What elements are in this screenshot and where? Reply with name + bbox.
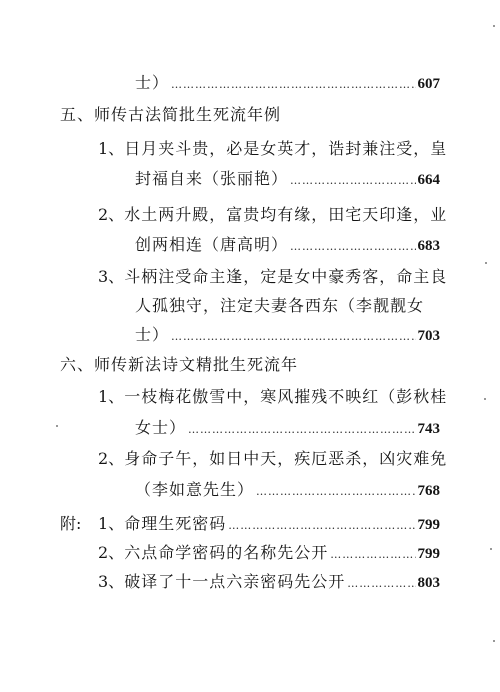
- toc-entry-title-line2: 人孤独守，注定夫妻各西东（李靓靓女: [135, 296, 425, 315]
- toc-page-number: 799: [417, 517, 440, 533]
- toc-entry-title: 士）: [135, 73, 170, 92]
- toc-page-number: 703: [417, 328, 440, 344]
- section-title: 五、师传古法简批生死流年例: [60, 105, 282, 124]
- toc-entry-6-2: [98, 447, 447, 471]
- dot-leader: [290, 169, 415, 193]
- toc-entry-title-line2: 创两相连（唐高明）: [135, 235, 289, 254]
- toc-entry-title-line1: 斗柄注受命主逢，定是女中豪秀客，命主良: [124, 267, 448, 286]
- toc-entry-5-2-cont: [135, 233, 440, 257]
- toc-page-number: 607: [417, 76, 440, 92]
- toc-appendix-item-1: [60, 512, 440, 536]
- toc-page-number: 743: [417, 421, 440, 437]
- dot-leader: [188, 418, 415, 442]
- toc-entry-title: 破译了十一点六亲密码先公开: [124, 572, 346, 591]
- toc-entry-title-line1: 日月夹斗贵，必是女英才，诰封兼注受，皇: [124, 139, 448, 158]
- appendix-label: 附:: [60, 514, 82, 533]
- toc-entry-title-line2: 女士）: [135, 418, 187, 437]
- dot-leader: [171, 325, 415, 349]
- toc-appendix-item-3: [98, 570, 440, 594]
- toc-entry-5-3: [98, 265, 447, 289]
- toc-entry-5-1-cont: [135, 167, 440, 191]
- scan-speck: [485, 262, 487, 264]
- scan-speck: [493, 25, 495, 27]
- section-heading-5: [60, 103, 281, 127]
- toc-page-number: 683: [417, 238, 440, 254]
- toc-page-number: 803: [417, 575, 440, 591]
- toc-entry-6-1: [98, 385, 447, 409]
- entry-marker: 2、: [98, 543, 125, 562]
- toc-entry-6-1-cont: [135, 416, 440, 440]
- entry-marker: 2、: [98, 449, 125, 468]
- toc-page-number: 799: [417, 546, 440, 562]
- toc-entry-5-1: [98, 137, 447, 161]
- toc-page-number: 664: [417, 172, 440, 188]
- entry-marker: 1、: [98, 139, 125, 158]
- dot-leader: [330, 543, 415, 567]
- toc-entry-title-line1: 一枝梅花傲雪中，寒风摧残不映红（彭秋桂: [124, 387, 448, 406]
- toc-appendix-item-2: [98, 541, 440, 565]
- entry-marker: 3、: [98, 267, 125, 286]
- section-heading-6: [60, 353, 298, 377]
- toc-entry-6-2-cont: [135, 478, 440, 502]
- toc-entry-title: 命理生死密码: [124, 514, 227, 533]
- toc-entry-title-line1: 水土两升殿，富贵均有缘，田宅天印逢，业: [124, 205, 448, 224]
- dot-leader: [347, 572, 415, 596]
- dot-leader: [228, 514, 415, 538]
- scan-speck: [484, 398, 486, 400]
- toc-entry-5-3-cont2: [135, 323, 440, 347]
- toc-entry-title-line2: 封福自来（张丽艳）: [135, 169, 289, 188]
- entry-marker: 3、: [98, 572, 125, 591]
- toc-entry-title-line1: 身命子午，如日中天，疾厄恶杀，凶灾难免: [124, 449, 448, 468]
- toc-entry-title: 六点命学密码的名称先公开: [124, 543, 329, 562]
- toc-page-number: 768: [417, 483, 440, 499]
- toc-entry-continuation: [135, 71, 440, 95]
- dot-leader: [256, 480, 415, 504]
- scan-speck: [56, 425, 58, 427]
- dot-leader: [171, 73, 415, 97]
- entry-marker: 1、: [98, 514, 125, 533]
- dot-leader: [290, 235, 415, 259]
- toc-entry-title-line3: 士）: [135, 325, 170, 344]
- toc-entry-5-3-cont: [135, 294, 424, 318]
- toc-entry-title-line2: （李如意先生）: [135, 480, 255, 499]
- section-title: 六、师传新法诗文精批生死流年: [60, 355, 299, 374]
- entry-marker: 2、: [98, 205, 125, 224]
- scan-speck: [493, 640, 495, 642]
- toc-entry-5-2: [98, 203, 447, 227]
- entry-marker: 1、: [98, 387, 125, 406]
- scan-speck: [490, 548, 492, 550]
